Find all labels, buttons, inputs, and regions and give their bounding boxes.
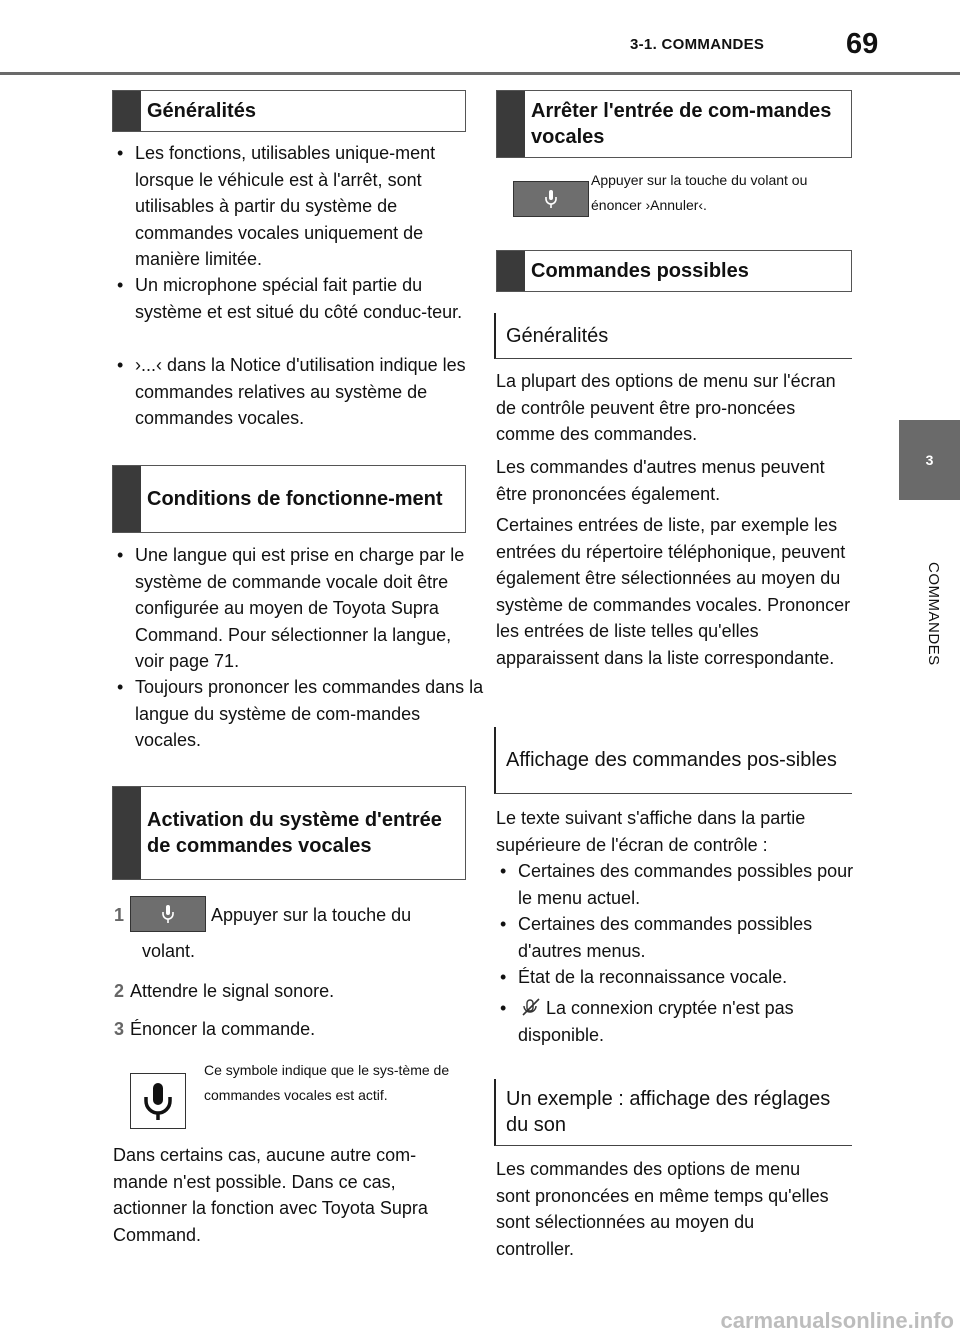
heading-bar <box>497 91 525 157</box>
heading-bar <box>497 251 525 291</box>
list-item: • Toujours prononcer les commandes dans la langue du système de com-mandes vocales. <box>117 677 484 750</box>
heading-text: Arrêter l'entrée de com-mandes vocales <box>531 100 832 148</box>
list-item: • La connexion cryptée n'est pas disponible. <box>500 998 794 1045</box>
heading-text: Commandes possibles <box>531 260 749 282</box>
list-item: • Les fonctions, utilisables unique-ment lorsque le véhicule est à l'arrêt, sont utilisables à partir du système de commandes vocales uniquement de manière limitée. <box>117 143 436 269</box>
list-item: • ›...‹ dans la Notice d'utilisation indique les commandes relatives au système de commandes vocales. <box>117 355 466 428</box>
subheading-generalites: Généralités <box>494 313 852 359</box>
no-encryption-icon <box>520 996 542 1018</box>
chapter-tab: 3 <box>899 420 960 500</box>
heading-activation <box>112 786 466 880</box>
heading-bar <box>113 91 141 131</box>
microphone-icon <box>160 904 176 924</box>
microphone-icon <box>543 189 559 209</box>
voice-active-symbol <box>130 1073 186 1129</box>
step-1-text-cont: volant. <box>142 941 196 961</box>
heading-generalites <box>112 90 466 132</box>
heading-conditions <box>112 465 466 533</box>
paragraph: Certaines entrées de liste, par exemple les entrées du répertoire téléphonique, peuvent également être sélectionnées au moyen du système de commandes vocales. Prononcer les entrées de liste telles qu'elles apparaissent dans la liste correspondante. <box>496 515 851 668</box>
chapter-label: COMMANDES <box>925 562 942 666</box>
heading-bar <box>113 466 141 532</box>
heading-text: Généralités <box>147 100 256 122</box>
paragraph: Les commandes des options de menu sont prononcées en même temps qu'elles sont sélectionnées au moyen du controller. <box>496 1159 829 1259</box>
heading-bar <box>113 787 141 879</box>
step-1-text: Appuyer sur la touche du <box>211 905 412 925</box>
steering-mic-button <box>513 181 589 217</box>
note-text: Ce symbole indique que le sys-tème de commandes vocales est actif. <box>204 1062 450 1103</box>
microphone-active-icon <box>141 1081 175 1121</box>
step-2: 2 Attendre le signal sonore. <box>114 981 335 1001</box>
list-item: • État de la reconnaissance vocale. <box>500 967 788 987</box>
step-3: 3 Énoncer la commande. <box>114 1019 316 1039</box>
steering-mic-button <box>130 896 206 932</box>
paragraph: La plupart des options de menu sur l'écran de contrôle peuvent être pro-noncées comme des commandes. <box>496 371 836 444</box>
section-title: 3-1. COMMANDES <box>630 36 765 53</box>
list-item: • Un microphone spécial fait partie du système et est situé du côté conduc-teur. <box>117 275 463 322</box>
list-item: • Une langue qui est prise en charge par le système de commande vocale doit être configurée au moyen de Toyota Supra Command. Pour sélectionner la langue, voir page 71. <box>117 545 465 671</box>
list-item: • Certaines des commandes possibles d'autres menus. <box>500 914 813 961</box>
paragraph: Dans certains cas, aucune autre com-mande n'est possible. Dans ce cas, actionner la fonction avec Toyota Supra Command. <box>113 1145 428 1245</box>
paragraph: Les commandes d'autres menus peuvent être prononcées également. <box>496 457 825 504</box>
list-item: • Certaines des commandes possibles pour le menu actuel. <box>500 861 854 908</box>
heading-commandes-possibles <box>496 250 852 292</box>
paragraph: Le texte suivant s'affiche dans la partie supérieure de l'écran de contrôle : <box>496 808 806 855</box>
subheading-affichage: Affichage des commandes pos-sibles <box>494 727 852 794</box>
step-1: 1 <box>114 905 125 925</box>
note-text: Appuyer sur la touche du volant ou énoncer ›Annuler‹. <box>591 172 808 213</box>
watermark: carmanualsonline.info <box>720 1308 954 1333</box>
heading-text: Conditions de fonctionne-ment <box>147 488 443 510</box>
page-number: 69 <box>846 28 879 60</box>
heading-text: Activation du système d'entrée de commandes vocales <box>147 809 442 857</box>
subheading-exemple: Un exemple : affichage des réglages du son <box>494 1079 852 1146</box>
heading-arreter <box>496 90 852 158</box>
header-divider <box>0 72 960 75</box>
